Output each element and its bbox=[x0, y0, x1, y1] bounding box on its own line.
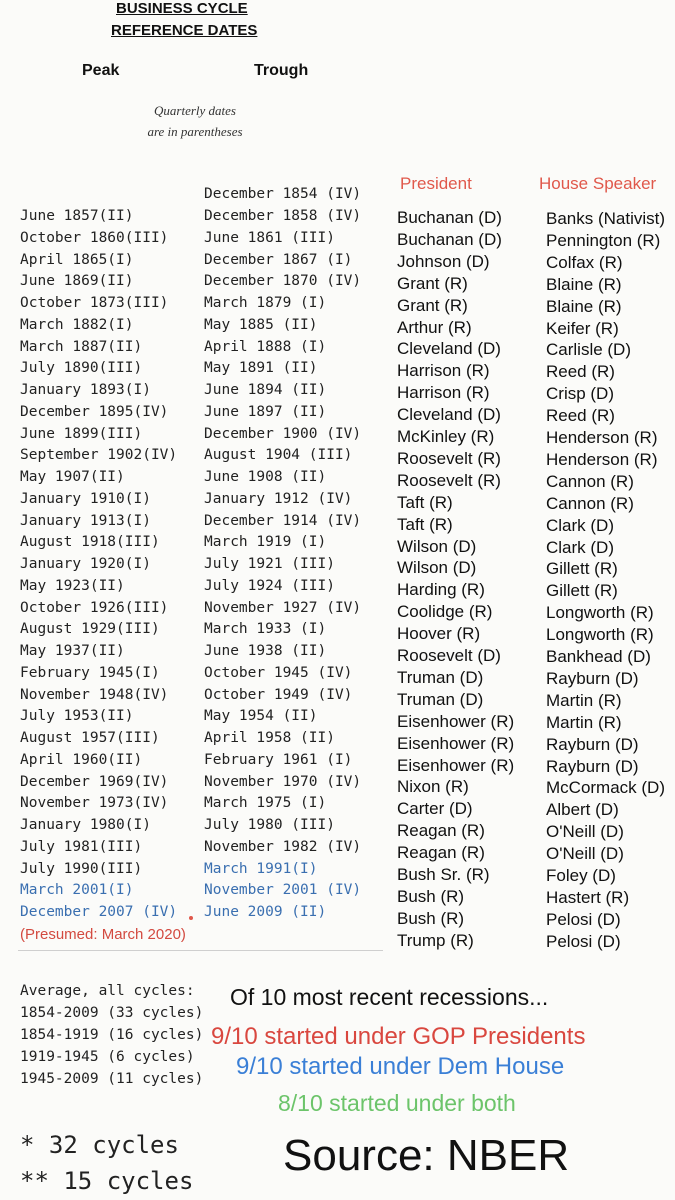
president-name: Bush (R) bbox=[397, 908, 465, 928]
peak-date: March 1882(I) bbox=[20, 316, 134, 333]
president-name: Wilson (D) bbox=[397, 536, 477, 556]
peak-date: August 1929(III) bbox=[20, 621, 160, 638]
speaker-name: Colfax (R) bbox=[546, 252, 623, 272]
trough-date: March 1879 (I) bbox=[204, 295, 327, 311]
speaker-name: Clark (D) bbox=[546, 537, 614, 557]
trough-date: March 1975 (I) bbox=[204, 795, 327, 812]
peak-date: November 1948(IV) bbox=[20, 686, 169, 703]
peak-date: May 1937(II) bbox=[20, 643, 125, 659]
trough-date: August 1904 (III) bbox=[204, 447, 353, 464]
speaker-name: Reed (R) bbox=[546, 362, 615, 382]
president-name: McKinley (R) bbox=[397, 427, 495, 446]
president-name: Hoover (R) bbox=[397, 624, 481, 644]
trough-date: November 1970 (IV) bbox=[204, 773, 362, 790]
footnote-1: * 32 cycles bbox=[20, 1131, 179, 1159]
trough-date: June 1938 (II) bbox=[204, 643, 327, 659]
trough-date: March 1991(I) bbox=[204, 860, 318, 877]
trough-date: December 1858 (IV) bbox=[204, 208, 362, 224]
speaker-name: Reed (R) bbox=[546, 406, 615, 426]
president-name: Taft (R) bbox=[397, 492, 453, 512]
speaker-name: Hastert (R) bbox=[546, 887, 630, 907]
first-trough: December 1854 (IV) bbox=[204, 186, 362, 202]
speaker-name: Blaine (R) bbox=[546, 274, 622, 294]
peak-date: October 1926(III) bbox=[20, 599, 169, 616]
trough-date: March 1919 (I) bbox=[204, 534, 327, 551]
peak-date: July 1953(II) bbox=[20, 708, 134, 725]
speaker-name: Rayburn (D) bbox=[546, 668, 639, 688]
speaker-name: Martin (R) bbox=[546, 712, 622, 732]
speaker-name: Foley (D) bbox=[546, 866, 616, 885]
president-name: Grant (R) bbox=[397, 295, 468, 315]
peak-date: October 1873(III) bbox=[20, 295, 169, 311]
president-name: Buchanan (D) bbox=[397, 229, 502, 249]
trough-date: December 1867 (I) bbox=[204, 251, 353, 268]
trough-date: October 1945 (IV) bbox=[204, 664, 353, 681]
speaker-name: Pennington (R) bbox=[546, 230, 661, 250]
trough-date: December 1870 (IV) bbox=[204, 273, 362, 290]
peak-date: May 1907(II) bbox=[20, 469, 125, 485]
speaker-column-label: House Speaker bbox=[539, 174, 657, 193]
trough-date: July 1980 (III) bbox=[204, 817, 335, 833]
trough-date: January 1912 (IV) bbox=[204, 490, 353, 507]
trough-date: April 1888 (I) bbox=[204, 338, 327, 355]
peak-date: January 1920(I) bbox=[20, 556, 151, 572]
trough-date: July 1921 (III) bbox=[204, 556, 335, 572]
peak-date: December 1895(IV) bbox=[20, 403, 169, 420]
president-name: Bush (R) bbox=[397, 886, 465, 906]
president-name: Johnson (D) bbox=[397, 251, 490, 271]
peak-date: July 1981(III) bbox=[20, 838, 143, 855]
peak-date: January 1910(I) bbox=[20, 490, 151, 507]
president-name: Eisenhower (R) bbox=[397, 733, 515, 753]
peak-date: March 1887(II) bbox=[20, 338, 143, 355]
peak-date: December 1969(IV) bbox=[20, 773, 169, 790]
president-name: Cleveland (D) bbox=[397, 405, 501, 425]
peak-date: June 1899(III) bbox=[20, 425, 143, 442]
president-name: Roosevelt (R) bbox=[397, 470, 501, 490]
trough-date: November 1982 (IV) bbox=[204, 838, 362, 855]
trough-date: December 1914 (IV) bbox=[204, 512, 362, 529]
president-name: Grant (R) bbox=[397, 273, 468, 293]
president-name: Cleveland (D) bbox=[397, 339, 501, 359]
speaker-name: Clark (D) bbox=[546, 515, 614, 535]
president-name: Trump (R) bbox=[397, 930, 474, 950]
note-line-1: Quarterly dates bbox=[154, 103, 236, 118]
peak-date: March 2001(I) bbox=[20, 882, 134, 899]
summary-both: 8/10 started under both bbox=[278, 1090, 516, 1116]
peak-date: August 1957(III) bbox=[20, 730, 160, 746]
speaker-name: Gillett (R) bbox=[546, 559, 618, 579]
speaker-name: Cannon (R) bbox=[546, 471, 634, 491]
average-row: 1854-2009 (33 cycles) bbox=[20, 1005, 204, 1021]
trough-date: December 1900 (IV) bbox=[204, 425, 362, 442]
president-name: Roosevelt (D) bbox=[397, 646, 501, 665]
trough-date: June 1894 (II) bbox=[204, 382, 327, 398]
speaker-name: Longworth (R) bbox=[546, 603, 654, 623]
table-divider bbox=[18, 950, 383, 951]
trough-date: May 1891 (II) bbox=[204, 360, 318, 377]
summary-gop-presidents: 9/10 started under GOP Presidents bbox=[211, 1023, 586, 1050]
peak-date: August 1918(III) bbox=[20, 534, 160, 551]
trough-date: October 1949 (IV) bbox=[204, 686, 353, 703]
speaker-name: Pelosi (D) bbox=[546, 909, 621, 929]
trough-date: June 2009 (II) bbox=[204, 904, 327, 920]
speaker-name: Albert (D) bbox=[546, 800, 619, 820]
dot-marker bbox=[189, 916, 193, 920]
president-name: Harrison (R) bbox=[397, 383, 490, 403]
president-name: Buchanan (D) bbox=[397, 208, 502, 227]
president-name: Eisenhower (R) bbox=[397, 755, 515, 775]
president-name: Reagan (R) bbox=[397, 821, 485, 841]
speaker-name: Blaine (R) bbox=[546, 296, 622, 316]
speaker-name: Pelosi (D) bbox=[546, 931, 621, 951]
trough-date: May 1885 (II) bbox=[204, 316, 318, 333]
peak-date: June 1857(II) bbox=[20, 208, 134, 224]
peak-date: May 1923(II) bbox=[20, 577, 125, 594]
peak-date: January 1980(I) bbox=[20, 817, 151, 833]
president-name: Eisenhower (R) bbox=[397, 711, 515, 731]
president-name: Arthur (R) bbox=[397, 317, 472, 337]
peak-date: February 1945(I) bbox=[20, 664, 160, 681]
footnote-2: ** 15 cycles bbox=[20, 1167, 194, 1195]
peak-date: (Presumed: March 2020) bbox=[20, 925, 186, 943]
speaker-name: Bankhead (D) bbox=[546, 647, 651, 666]
president-name: Reagan (R) bbox=[397, 843, 485, 863]
speaker-name: Rayburn (D) bbox=[546, 734, 639, 754]
peak-date: April 1960(II) bbox=[20, 751, 143, 768]
averages-label: Average, all cycles: bbox=[20, 983, 195, 999]
speaker-name: Crisp (D) bbox=[546, 384, 614, 404]
summary-heading: Of 10 most recent recessions... bbox=[230, 984, 549, 1010]
trough-date: May 1954 (II) bbox=[204, 708, 318, 725]
peak-date: September 1902(IV) bbox=[20, 447, 178, 464]
trough-date: March 1933 (I) bbox=[204, 621, 327, 638]
peak-date: October 1860(III) bbox=[20, 229, 169, 246]
president-name: Coolidge (R) bbox=[397, 602, 493, 622]
speaker-name: O'Neill (D) bbox=[546, 844, 624, 864]
peak-column-label: Peak bbox=[82, 62, 120, 79]
president-name: Harding (R) bbox=[397, 580, 485, 600]
average-row: 1919-1945 (6 cycles) bbox=[20, 1049, 195, 1065]
trough-date: April 1958 (II) bbox=[204, 730, 335, 746]
speaker-name: Keifer (R) bbox=[546, 318, 619, 338]
president-column-label: President bbox=[400, 174, 472, 193]
trough-column-label: Trough bbox=[254, 62, 309, 79]
speaker-name: Gillett (R) bbox=[546, 581, 618, 601]
president-name: Truman (D) bbox=[397, 689, 484, 709]
trough-date: November 1927 (IV) bbox=[204, 599, 362, 616]
trough-date: November 2001 (IV) bbox=[204, 882, 362, 899]
president-name: Wilson (D) bbox=[397, 558, 477, 578]
trough-date: June 1908 (II) bbox=[204, 469, 327, 485]
speaker-name: Rayburn (D) bbox=[546, 756, 639, 776]
president-name: Carter (D) bbox=[397, 799, 473, 819]
speaker-name: Cannon (R) bbox=[546, 493, 634, 513]
summary-dem-house: 9/10 started under Dem House bbox=[236, 1053, 565, 1080]
president-name: Bush Sr. (R) bbox=[397, 865, 490, 884]
president-name: Taft (R) bbox=[397, 514, 453, 534]
peak-date: December 2007 (IV) bbox=[20, 904, 178, 920]
speaker-name: Henderson (R) bbox=[546, 428, 658, 447]
trough-date: July 1924 (III) bbox=[204, 577, 335, 594]
peak-date: July 1990(III) bbox=[20, 860, 143, 877]
president-name: Roosevelt (R) bbox=[397, 448, 501, 468]
president-name: Harrison (R) bbox=[397, 361, 490, 381]
president-name: Nixon (R) bbox=[397, 777, 469, 797]
peak-date: January 1913(I) bbox=[20, 512, 151, 529]
peak-date: July 1890(III) bbox=[20, 360, 143, 377]
peak-date: June 1869(II) bbox=[20, 273, 134, 290]
source-label: Source: NBER bbox=[283, 1131, 570, 1180]
speaker-name: O'Neill (D) bbox=[546, 822, 624, 842]
speaker-name: Banks (Nativist) bbox=[546, 209, 666, 228]
trough-date: June 1897 (II) bbox=[204, 403, 327, 420]
note-line-2: are in parentheses bbox=[147, 124, 243, 139]
peak-date: November 1973(IV) bbox=[20, 795, 169, 812]
title-line-2: REFERENCE DATES bbox=[111, 22, 258, 39]
speaker-name: Carlisle (D) bbox=[546, 340, 631, 360]
average-row: 1854-1919 (16 cycles) bbox=[20, 1027, 204, 1043]
title-line-1: BUSINESS CYCLE bbox=[116, 0, 248, 17]
speaker-name: McCormack (D) bbox=[546, 778, 665, 798]
speaker-name: Henderson (R) bbox=[546, 449, 658, 469]
peak-date: January 1893(I) bbox=[20, 382, 151, 398]
trough-date: February 1961 (I) bbox=[204, 751, 353, 768]
average-row: 1945-2009 (11 cycles) bbox=[20, 1071, 204, 1087]
trough-date: June 1861 (III) bbox=[204, 229, 335, 246]
speaker-name: Longworth (R) bbox=[546, 625, 654, 645]
peak-date: April 1865(I) bbox=[20, 251, 134, 268]
speaker-name: Martin (R) bbox=[546, 690, 622, 710]
president-name: Truman (D) bbox=[397, 667, 484, 687]
